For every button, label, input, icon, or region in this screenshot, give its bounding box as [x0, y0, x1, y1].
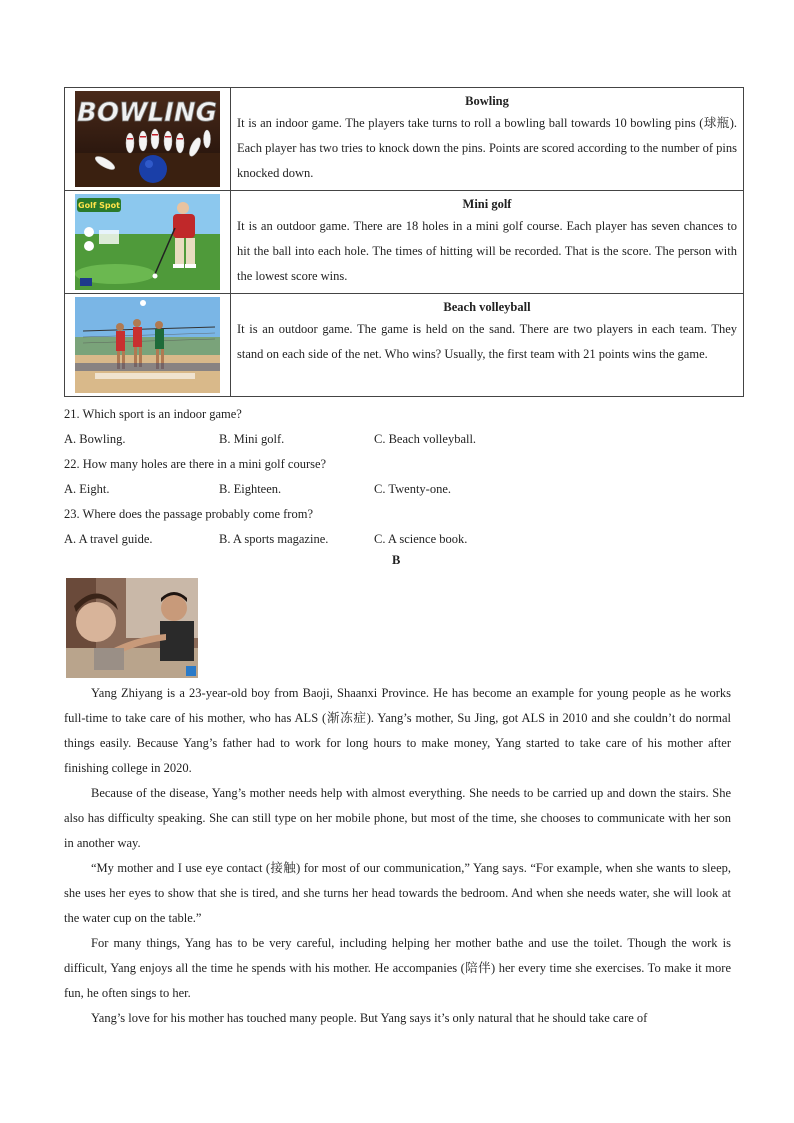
question-options — [64, 477, 744, 502]
paragraph: Yang Zhiyang is a 23-year-old boy from Baoji, Shaanxi Province. He has become an example for young people as he works full-time to take care of his mother, who has ALS (渐冻症). Yang’s mother, Su Jing, got ALS in 2010 and she couldn’t do normal things easily. Because Yang’s father had to work for long hours to make money, Yang started to take care of his mother after finishing college in 2020. — [64, 686, 731, 775]
passage-b — [64, 681, 731, 1031]
image-cell — [65, 294, 231, 397]
option-b[interactable]: B. Eighteen. — [219, 482, 282, 496]
option-b[interactable]: B. A sports magazine. — [219, 532, 329, 546]
question-options — [64, 527, 744, 552]
question-stem: 22. How many holes are there in a mini golf course? — [64, 457, 327, 471]
paragraph: Because of the disease, Yang’s mother needs help with almost everything. She needs to be carried up and down the stairs. She also has difficulty speaking. She can still type on her mobile phone, but most of the time, she chooses to communicate with her son in another way. — [64, 786, 731, 850]
mother-son-photo — [66, 578, 198, 678]
bowling-image — [75, 91, 220, 187]
bowling-logo-text: BOWLING — [77, 98, 217, 128]
golf-logo-text: Golf Spot — [78, 201, 120, 210]
question-stem: 23. Where does the passage probably come from? — [64, 507, 313, 521]
option-c[interactable]: C. A science book. — [374, 532, 468, 546]
sport-title: Bowling — [465, 94, 509, 108]
question-23 — [64, 502, 744, 552]
question-stem: 21. Which sport is an indoor game? — [64, 407, 242, 421]
question-22 — [64, 452, 744, 502]
mini-golf-image — [75, 194, 220, 290]
table-row — [65, 191, 744, 294]
table-row — [65, 88, 744, 191]
description-cell — [231, 294, 744, 397]
option-a[interactable]: A. A travel guide. — [64, 532, 153, 546]
paragraph: “My mother and I use eye contact (接触) for most of our communication,” Yang says. “For example, when she wants to sleep, she uses her eyes to show that she is tired, and she turns her head towards the bedroom. And when she needs water, she will look at the water cup on the table.” — [64, 861, 731, 925]
paragraph: Yang’s love for his mother has touched many people. But Yang says it’s only natural that he should take care of — [91, 1011, 648, 1025]
option-c[interactable]: C. Beach volleyball. — [374, 432, 477, 446]
option-a[interactable]: A. Bowling. — [64, 432, 126, 446]
sport-title: Beach volleyball — [443, 300, 531, 314]
description-cell — [231, 191, 744, 294]
sport-description: It is an indoor game. The players take turns to roll a bowling ball towards 10 bowling pins (球瓶). Each player has two tries to knock down the pins. Points are scored according to the number of pins knocked down. — [237, 116, 737, 180]
sport-description: It is an outdoor game. The game is held on the sand. There are two players in each team. They stand on each side of the net. Who wins? Usually, the first team with 21 points wins the game. — [237, 322, 737, 361]
table-row — [65, 294, 744, 397]
section-heading: B — [392, 553, 401, 567]
question-options — [64, 427, 744, 452]
option-c[interactable]: C. Twenty-one. — [374, 482, 452, 496]
option-b[interactable]: B. Mini golf. — [219, 432, 285, 446]
question-21 — [64, 402, 744, 452]
sports-table — [64, 87, 744, 397]
option-a[interactable]: A. Eight. — [64, 482, 110, 496]
beach-volleyball-image — [75, 297, 220, 393]
paragraph: For many things, Yang has to be very careful, including helping her mother bathe and use the toilet. Though the work is difficult, Yang enjoys all the time he spends with his mother. He accompanies (陪伴) her every time she exercises. To make it more fun, he often sings to her. — [64, 936, 731, 1000]
image-cell — [65, 191, 231, 294]
sport-description: It is an outdoor game. There are 18 holes in a mini golf course. Each player has seven chances to hit the ball into each hole. The times of hitting will be recorded. That is the score. The person with the lowest score wins. — [237, 219, 737, 283]
image-cell — [65, 88, 231, 191]
sport-title: Mini golf — [462, 197, 512, 211]
description-cell — [231, 88, 744, 191]
